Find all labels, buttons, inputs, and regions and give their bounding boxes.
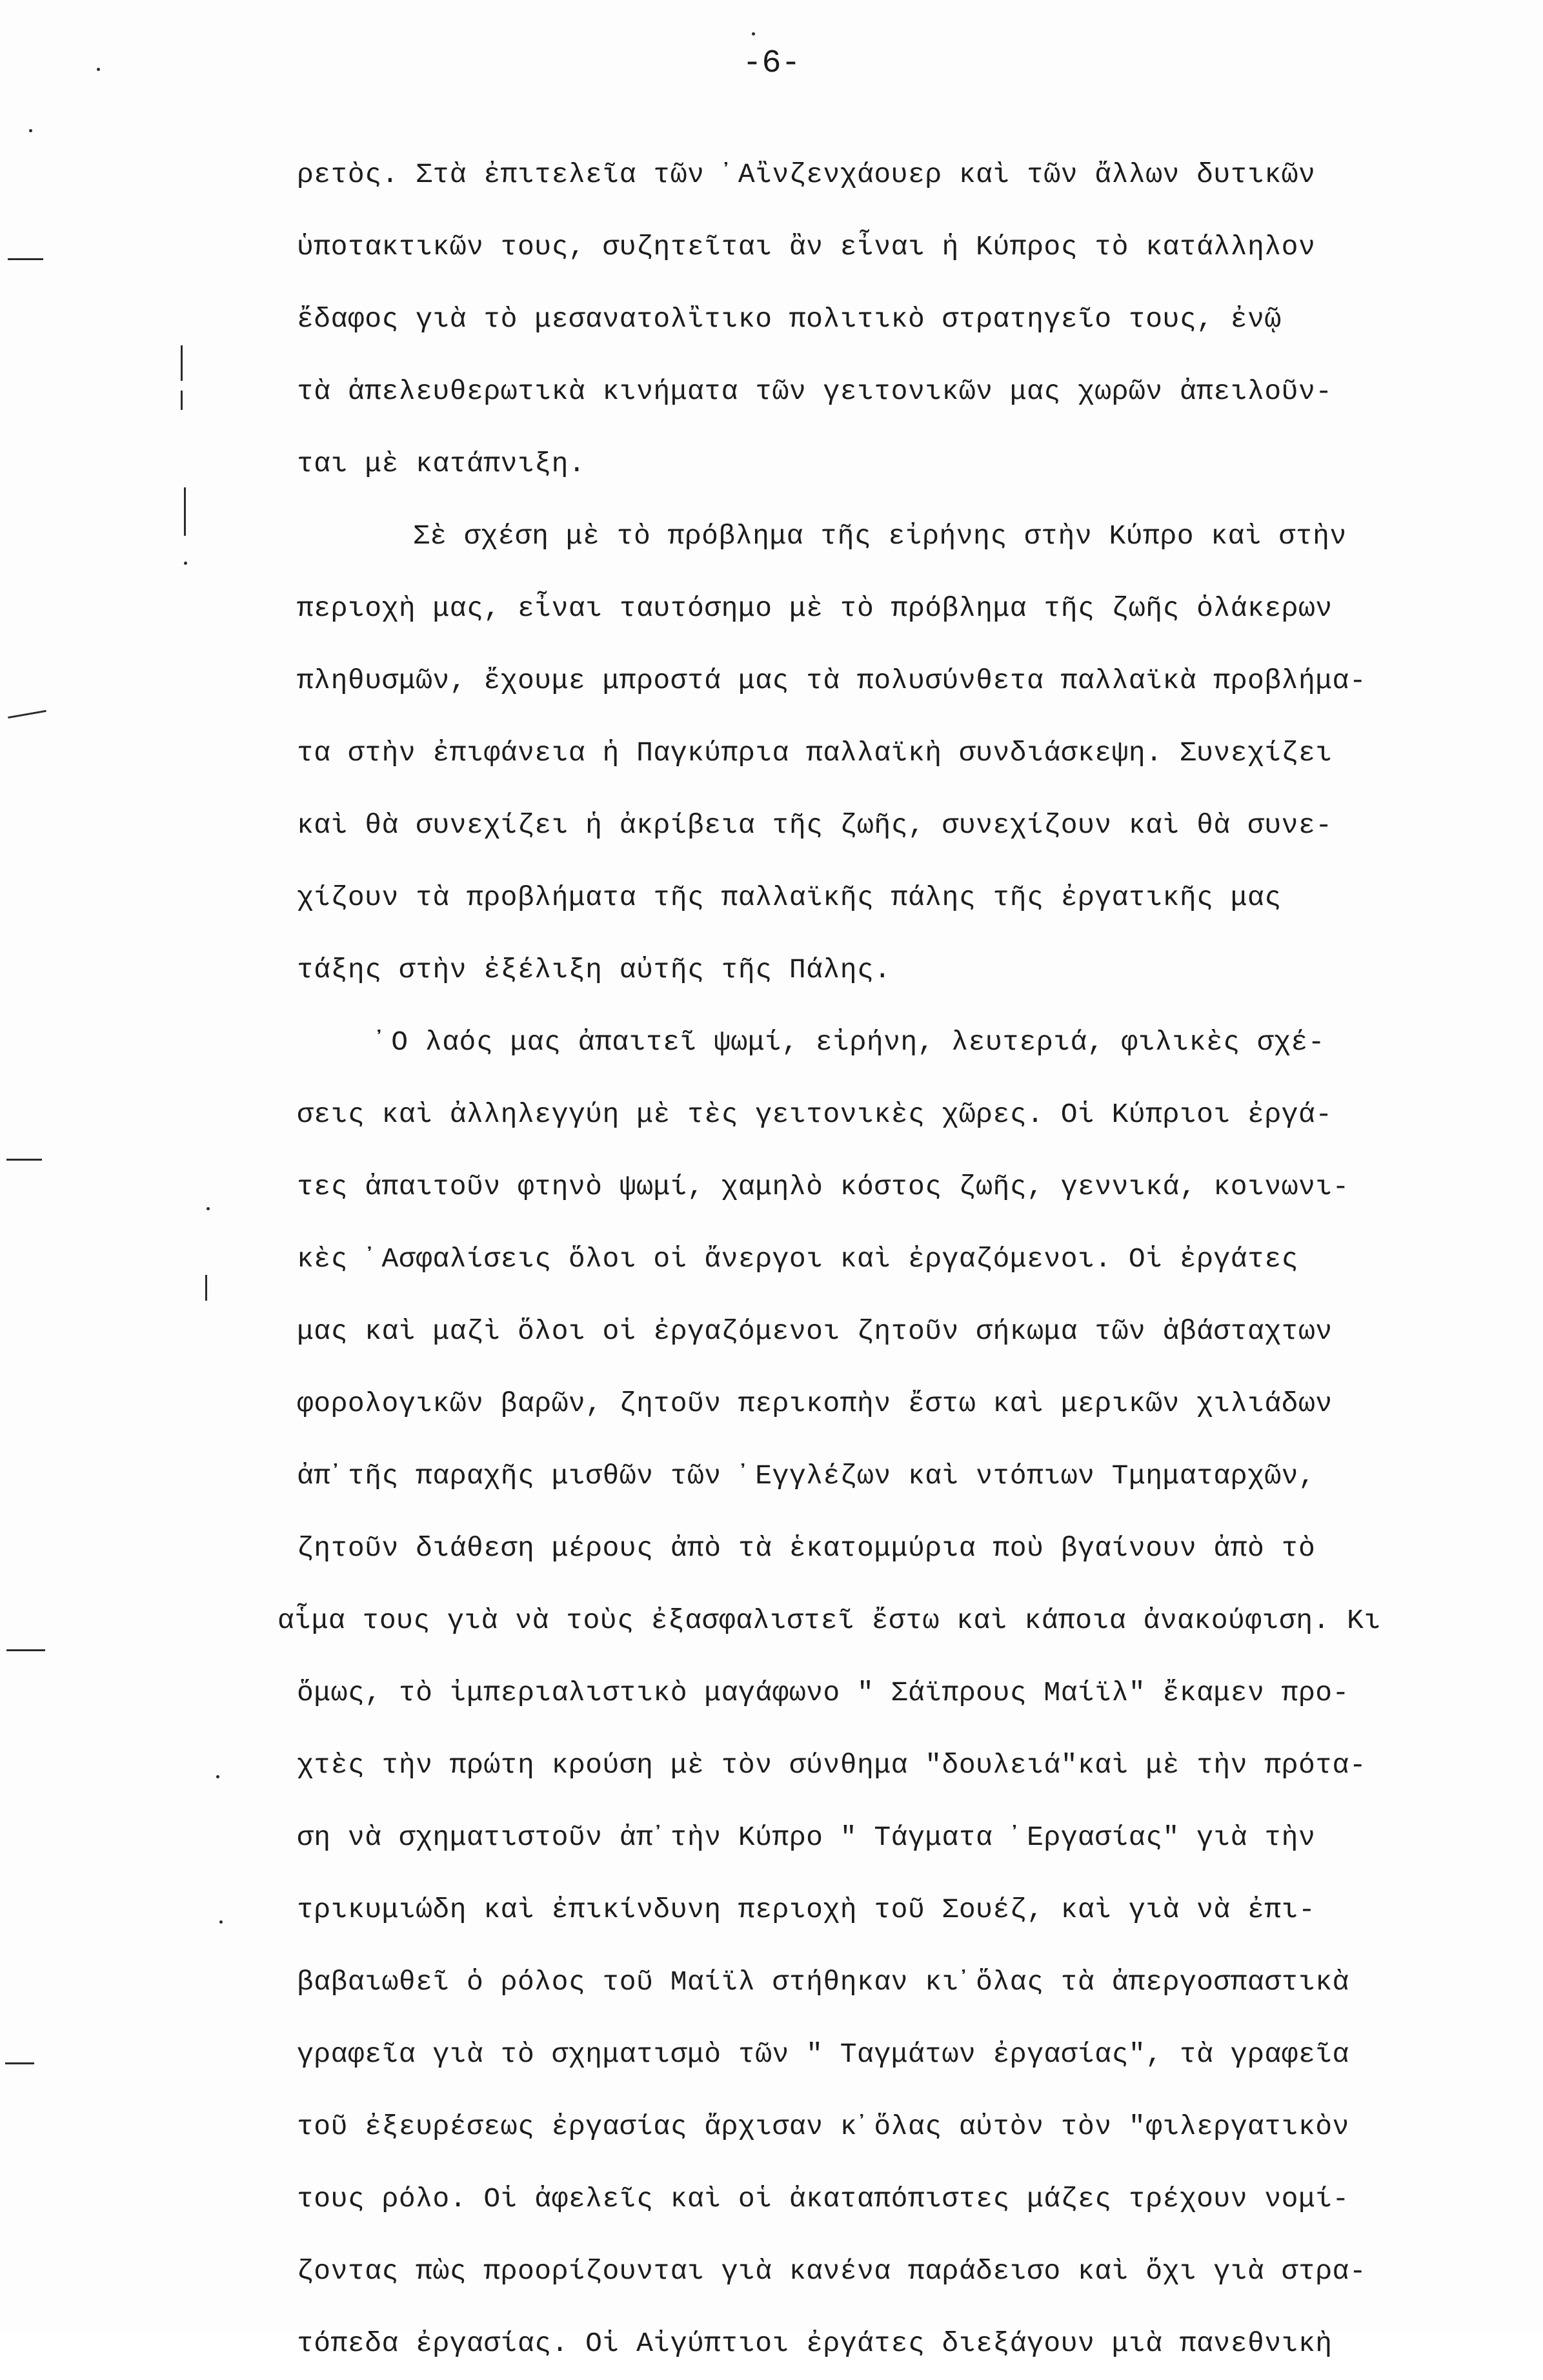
text-line: ση νὰ σχηματιστοῦν ἀπ᾿τὴν Κύπρο " Τάγματα ᾿Εργασίας" γιὰ τὴν: [297, 1822, 1316, 1853]
margin-mark: [6, 1649, 45, 1651]
text-line: τὰ ἀπελευθερωτικὰ κινήματα τῶν γειτονικῶν μας χωρῶν ἀπειλοῦν-: [297, 376, 1333, 407]
margin-mark: [184, 562, 187, 565]
margin-mark: [207, 1207, 210, 1210]
margin-mark: [5, 2062, 34, 2064]
text-line: ἔδαφος γιὰ τὸ μεσανατολἲτικο πολιτικὸ στρατηγεῖο τους, ἐνῷ: [297, 303, 1282, 335]
text-line: περιοχὴ μας, εἶναι ταυτόσημο μὲ τὸ πρόβλημα τῆς ζωῆς ὁλάκερων: [297, 593, 1333, 624]
text-line: ὑποτακτικῶν τους, συζητεῖται ἂν εἶναι ἡ Κύπρος τὸ κατάλληλον: [297, 231, 1316, 263]
margin-mark: [181, 345, 183, 381]
margin-mark: [8, 710, 46, 718]
margin-mark: [216, 1775, 219, 1778]
text-line: ζοντας πὼς προορίζουνται γιὰ κανένα παράδεισο καὶ ὄχι γιὰ στρα-: [297, 2255, 1367, 2287]
text-line: Σὲ σχέση μὲ τὸ πρόβλημα τῆς εἰρήνης στὴν Κύπρο καὶ στὴν: [413, 520, 1347, 552]
body-text: [277, 139, 1510, 2380]
margin-mark: [29, 129, 32, 132]
text-line: ται μὲ κατάπνιξη.: [297, 448, 586, 480]
text-line: χτὲς τὴν πρώτη κρούση μὲ τὸν σύνθημα "δουλειά"καὶ μὲ τὴν πρότα-: [297, 1749, 1367, 1781]
text-line: τους ρόλο. Οἱ ἀφελεῖς καὶ οἱ ἀκαταπόπιστες μάζες τρέχουν νομί-: [297, 2183, 1349, 2215]
text-line: αἷμα τους γιὰ νὰ τοὺς ἐξασφαλιστεῖ ἔστω καὶ κάποια ἀνακούφιση. Κι: [277, 1605, 1381, 1636]
text-line: σεις καὶ ἀλληλεγγύη μὲ τὲς γειτονικὲς χῶρες. Οἱ Κύπριοι ἐργά-: [297, 1099, 1333, 1130]
text-line: πληθυσμῶν, ἔχουμε μπροστά μας τὰ πολυσύνθετα παλλαϊκὰ προβλήμα-: [297, 665, 1367, 697]
text-line: ἀπ᾿τῆς παραχῆς μισθῶν τῶν ᾿Εγγλέζων καὶ ντόπιων Τμηματαρχῶν,: [297, 1460, 1316, 1492]
margin-mark: [8, 258, 43, 260]
text-line: τες ἀπαιτοῦν φτηνὸ ψωμί, χαμηλὸ κόστος ζωῆς, γεννικά, κοινωνι-: [297, 1171, 1349, 1203]
text-line: γραφεῖα γιὰ τὸ σχηματισμὸ τῶν " Ταγμάτων ἐργασίας", τὰ γραφεῖα: [297, 2039, 1349, 2070]
text-line: καὶ θὰ συνεχίζει ἡ ἀκρίβεια τῆς ζωῆς, συνεχίζουν καὶ θὰ συνε-: [297, 809, 1333, 841]
text-line: τρικυμιώδη καὶ ἐπικίνδυνη περιοχὴ τοῦ Σουέζ, καὶ γιὰ νὰ ἐπι-: [297, 1894, 1316, 1926]
text-line: ρετὸς. Στὰ ἐπιτελεῖα τῶν ᾿Αἲνζενχάουερ καὶ τῶν ἄλλων δυτικῶν: [297, 159, 1316, 190]
text-line: χίζουν τὰ προβλήματα τῆς παλλαϊκῆς πάλης τῆς ἐργατικῆς μας: [297, 882, 1282, 913]
text-line: τοῦ ἐξευρέσεως ἐργασίας ἄρχισαν κ᾿ὅλας αὐτὸν τὸν "φιλεργατικὸν: [297, 2111, 1349, 2142]
text-line: μας καὶ μαζὶ ὅλοι οἱ ἐργαζόμενοι ζητοῦν σήκωμα τῶν ἀβάσταχτων: [297, 1316, 1333, 1347]
text-line: τα στὴν ἐπιφάνεια ἡ Παγκύπρια παλλαϊκὴ συνδιάσκεψη. Συνεχίζει: [297, 737, 1333, 769]
text-line: τόπεδα ἐργασίας. Οἱ Αἰγύπτιοι ἐργάτες διεξάγουν μιὰ πανεθνικὴ: [297, 2328, 1333, 2359]
page-number: -6-: [742, 45, 801, 82]
margin-mark: [184, 487, 186, 536]
text-line: ᾿Ο λαός μας ἀπαιτεῖ ψωμί, εἰρήνη, λευτεριά, φιλικὲς σχέ-: [374, 1026, 1326, 1058]
margin-mark: [752, 32, 755, 36]
text-line: τάξης στὴν ἐξέλιξη αὐτῆς τῆς Πάλης.: [297, 954, 891, 986]
text-line: ζητοῦν διάθεση μέρους ἀπὸ τὰ ἑκατομμύρια ποὺ βγαίνουν ἀπὸ τὸ: [297, 1532, 1316, 1564]
text-line: κὲς ᾿Ασφαλίσεις ὅλοι οἱ ἄνεργοι καὶ ἐργαζόμενοι. Οἱ ἐργάτες: [297, 1243, 1298, 1275]
margin-mark: [219, 1920, 223, 1924]
text-line: ὅμως, τὸ ἰμπεριαλιστικὸ μαγάφωνο " Σάϊπρους Μαίϊλ" ἔκαμεν προ-: [297, 1677, 1349, 1709]
margin-mark: [181, 391, 183, 410]
text-line: βαβαιωθεῖ ὁ ρόλος τοῦ Μαίϊλ στήθηκαν κι᾿ὅλας τὰ ἀπεργοσπαστικὰ: [297, 1966, 1349, 1998]
margin-mark: [6, 1159, 42, 1161]
text-line: φορολογικῶν βαρῶν, ζητοῦν περικοπὴν ἔστω καὶ μερικῶν χιλιάδων: [297, 1388, 1333, 1419]
margin-mark: [205, 1275, 207, 1301]
